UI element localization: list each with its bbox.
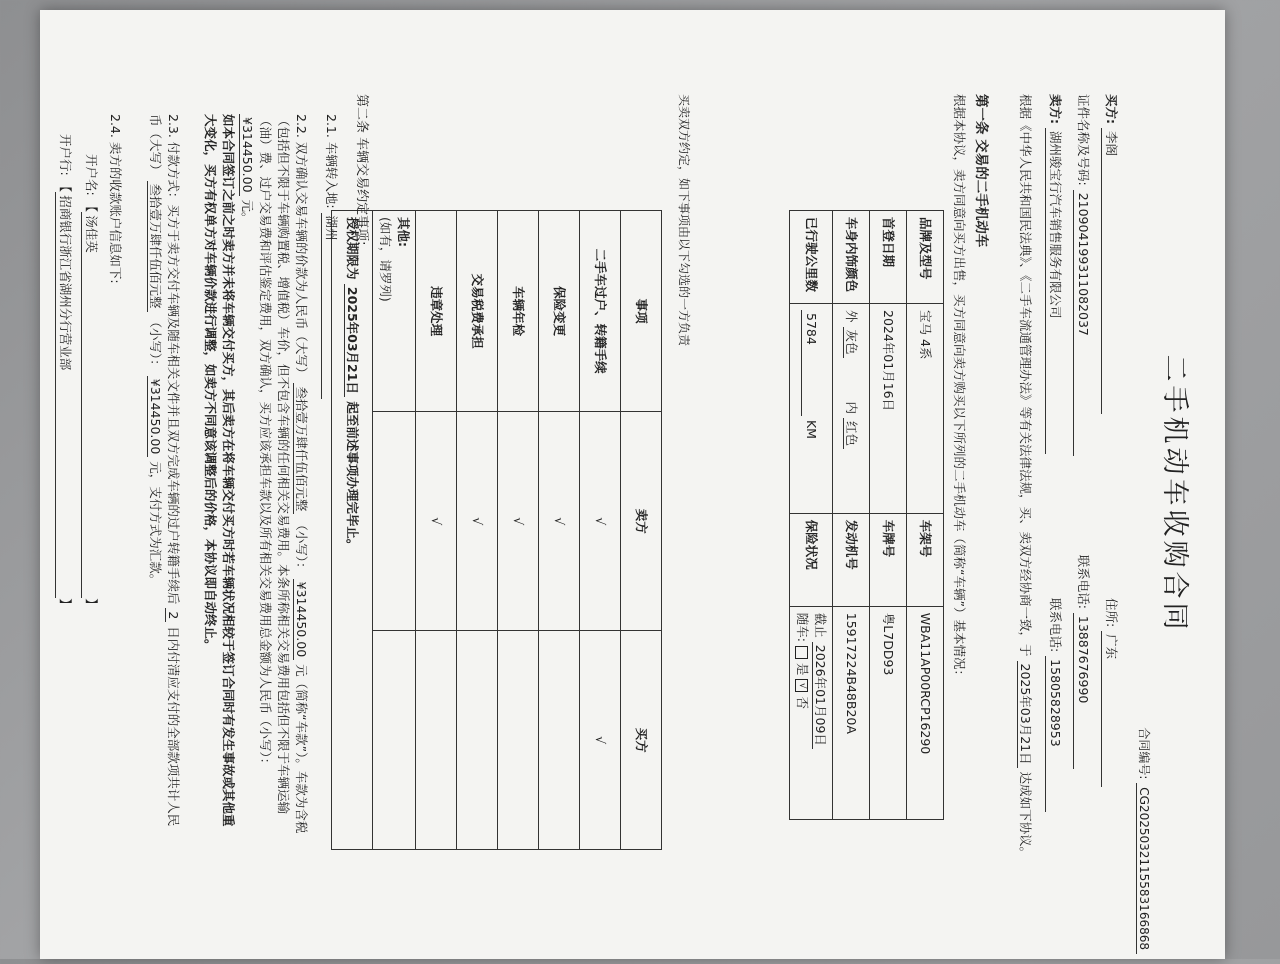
payment-days: 2 <box>165 608 181 622</box>
bank-line: 开户行: 【招商银行浙江省湖州分行营业部】 <box>55 134 74 834</box>
clause-2-2 <box>201 114 310 834</box>
vin-label: 车架号 <box>907 513 944 606</box>
row-buyer-mark <box>498 631 539 850</box>
row-buyer-mark <box>457 631 498 850</box>
color-inner: 红色 <box>843 418 859 449</box>
row-item-name: 二手车过户、转籍手续 <box>580 211 621 412</box>
preamble <box>1016 94 1034 944</box>
article-1-title: 第一条 交易的二手机动车 <box>973 94 989 248</box>
seller-name: 湖州骏宝行汽车销售服务有限公司 <box>1045 128 1064 454</box>
row-item-name: 车辆年检 <box>498 211 539 412</box>
row-item-name: 其他: <box>396 217 411 247</box>
color-label: 车身内饰颜色 <box>833 211 870 304</box>
row-seller-mark: √ <box>539 412 580 631</box>
reg-date-label: 首登日期 <box>870 211 907 304</box>
brand-label: 品牌及型号 <box>907 211 944 304</box>
plate-label: 车牌号 <box>870 513 907 606</box>
row-item-name: 交易税费承担 <box>457 211 498 412</box>
buyer-id-label: 证件名称及号码: <box>1076 94 1091 186</box>
table-row <box>580 211 621 850</box>
clause-number: 2.2. <box>294 114 309 138</box>
clause-number: 2.4. <box>108 114 123 138</box>
row-buyer-mark: √ <box>580 631 621 850</box>
clause-text: 元，支付方式为汇款。 <box>147 461 163 587</box>
preamble-tail: 达成如下协议。 <box>1018 771 1033 860</box>
table-row <box>372 211 415 850</box>
payment-number: ¥314450.00 <box>147 376 163 458</box>
deadline-date: 2025年03月21日 <box>344 284 360 397</box>
table-row <box>416 211 457 850</box>
preamble-text: 根据《中华人民共和国民法典》、《二手车流通管理办法》等有关法律法规，买、卖双方经协商一致，于 <box>1018 94 1033 657</box>
clause-text: 元。 <box>239 199 255 225</box>
clause-number: 2.3. <box>166 114 181 138</box>
document-title: 二手机动车收购合同 <box>1159 354 1190 634</box>
buyer-name-line <box>1101 94 1120 787</box>
bank-label: 开户行: <box>58 134 73 176</box>
paper-sheet <box>40 10 1225 959</box>
header-buyer: 买方 <box>621 631 662 850</box>
clause-text: 付款方式：买方于卖方交付车辆及随车相关文件并且双方完成车辆的过户转籍手续后 <box>166 141 181 605</box>
clause-number: 2.1. <box>324 114 339 138</box>
row-seller-mark: √ <box>457 412 498 631</box>
article-1-intro: 根据本协议，卖方同意向买方出售，买方同意向卖方购买以下所列的二手机动车（简称“车辆”）基本情况： <box>952 94 967 682</box>
clause-text: 双方确认交易车辆的价款为人民币（大写） <box>294 141 309 380</box>
row-seller-mark: √ <box>498 412 539 631</box>
color-value <box>833 304 870 514</box>
insurance-until-prefix: 截止 <box>813 612 828 638</box>
buyer-id-line <box>1073 94 1092 769</box>
contract-number-label: 合同编号: <box>1137 727 1151 780</box>
row-seller-mark <box>372 412 415 631</box>
insurance-until-date: 2026年01月09日 <box>812 642 828 749</box>
clause-2-3 <box>146 114 182 834</box>
seller-label: 卖方: <box>1048 94 1063 124</box>
article-2-title: 第二条 车辆交易约定事项: <box>354 94 369 246</box>
row-other <box>372 211 415 412</box>
buyer-name: 李阁 <box>1101 128 1120 414</box>
option-no-label: 否 <box>794 696 810 709</box>
color-inner-prefix: 内 <box>844 401 860 415</box>
mileage-unit: KM <box>804 419 820 439</box>
row-buyer-mark <box>539 631 580 850</box>
row-buyer-mark <box>416 631 457 850</box>
header-item: 事项 <box>621 211 662 412</box>
engine-label: 发动机号 <box>833 513 870 606</box>
buyer-phone: 13887676990 <box>1073 613 1092 769</box>
clause-text: 卖方的收款账户信息如下: <box>108 141 123 284</box>
clause-2-4 <box>106 114 124 834</box>
clause-text: 车辆转入地: <box>324 141 339 209</box>
mileage-label: 已行驶公里数 <box>789 211 832 304</box>
table-row <box>457 211 498 850</box>
checkbox-no: √ <box>795 679 808 692</box>
responsibility-table <box>331 210 662 850</box>
row-item-name: 违章处理 <box>416 211 457 412</box>
row-item-name: 保险变更 <box>539 211 580 412</box>
items-intro: 买卖双方约定，如下事项由以下勾选的一方负责 <box>677 94 691 347</box>
clause-2-1 <box>321 114 340 834</box>
bank-name: 招商银行浙江省湖州分行营业部 <box>55 192 74 598</box>
clause-text: （小写）： <box>147 315 163 372</box>
insurance-with-car-label: 随车: <box>794 612 810 642</box>
mileage-number: 5784 <box>801 310 820 416</box>
row-seller-mark: √ <box>580 412 621 631</box>
checkbox-yes <box>795 646 808 659</box>
contract-number <box>1135 727 1152 954</box>
engine-value: 15917224B48B20A <box>833 606 870 819</box>
vehicle-info-table <box>789 210 944 820</box>
account-name: 汤佳英 <box>81 212 100 598</box>
buyer-id: 210904199311082037 <box>1073 190 1092 456</box>
insurance-value <box>789 606 832 819</box>
header-seller: 卖方 <box>621 412 662 631</box>
preamble-date: 2025年03月21日 <box>1017 661 1033 768</box>
contract-number-value: CG20250321155831668​68 <box>1136 783 1151 954</box>
row-seller-mark: √ <box>416 412 457 631</box>
price-number: ¥314450.00 <box>293 579 309 661</box>
option-yes-label: 是 <box>794 662 810 676</box>
buyer-address: 广东 <box>1101 631 1120 787</box>
seller-phone-label: 联系电话: <box>1048 597 1063 653</box>
row-item-note: (如有，请罗列) <box>377 217 393 302</box>
deadline-tail: 起至前述事项办理完毕止。 <box>344 401 360 552</box>
account-name-line: 开户名: 【汤佳英】 <box>81 154 100 834</box>
buyer-label: 买方: <box>1104 94 1119 124</box>
payment-chinese: 叁拾壹万肆仟伍佰元整 <box>147 181 163 312</box>
seller-line <box>1045 94 1064 812</box>
row-buyer-mark <box>372 631 415 850</box>
seller-phone: 15805828953 <box>1045 656 1064 812</box>
color-outer-prefix: 外 <box>844 310 860 323</box>
plate-value: 粤L7DD93 <box>870 606 907 819</box>
clause-text: 日内付清应支付的全部款项共计人民币（大写） <box>147 114 181 827</box>
contract-document <box>32 24 1212 964</box>
table-row <box>539 211 580 850</box>
transfer-location: 湖州 <box>321 213 340 399</box>
insurance-label: 保险状况 <box>789 513 832 606</box>
clause-text: （小写）： <box>294 518 309 575</box>
color-outer: 灰色 <box>843 327 859 358</box>
reg-date-value: 2024年01月16日 <box>870 304 907 514</box>
account-name-label: 开户名: <box>84 154 99 196</box>
total-amount: ¥314450.00 <box>239 114 255 196</box>
price-chinese: 叁拾壹万肆仟伍佰元整 <box>293 383 309 514</box>
buyer-phone-label: 联系电话: <box>1076 554 1091 609</box>
table-row <box>498 211 539 850</box>
clause-text: 元（简称“车款”）。车款为含税（包括但不限于车辆购置税、增值税）车价，但不包含车辆的任何相关交易费用。本条所称相关交易费用包括但不限于车辆运输（油）费、过户交易费和评估鉴定费用，双方确认，买方应该承担车款以及所有相关交易费用总金额为人民币（小写）： <box>257 114 309 834</box>
buyer-address-label: 住所: <box>1104 597 1119 628</box>
clause-bold-note: 如本合同签订之前之时卖方并未将车辆交付买方，其后卖方在将车辆交付买方时若车辆状况相较于签订合同时有发生事故或其他重大变化，买方有权单方对车辆价款进行调整，如卖方不同意该调整后的价格，本协议即自动终止。 <box>203 114 237 827</box>
deadline-label: 授权期限为 <box>344 217 360 280</box>
vin-value: WBA11AP00RCP16290 <box>907 606 944 819</box>
brand-value: 宝马 4系 <box>907 304 944 514</box>
mileage-value <box>789 304 832 514</box>
